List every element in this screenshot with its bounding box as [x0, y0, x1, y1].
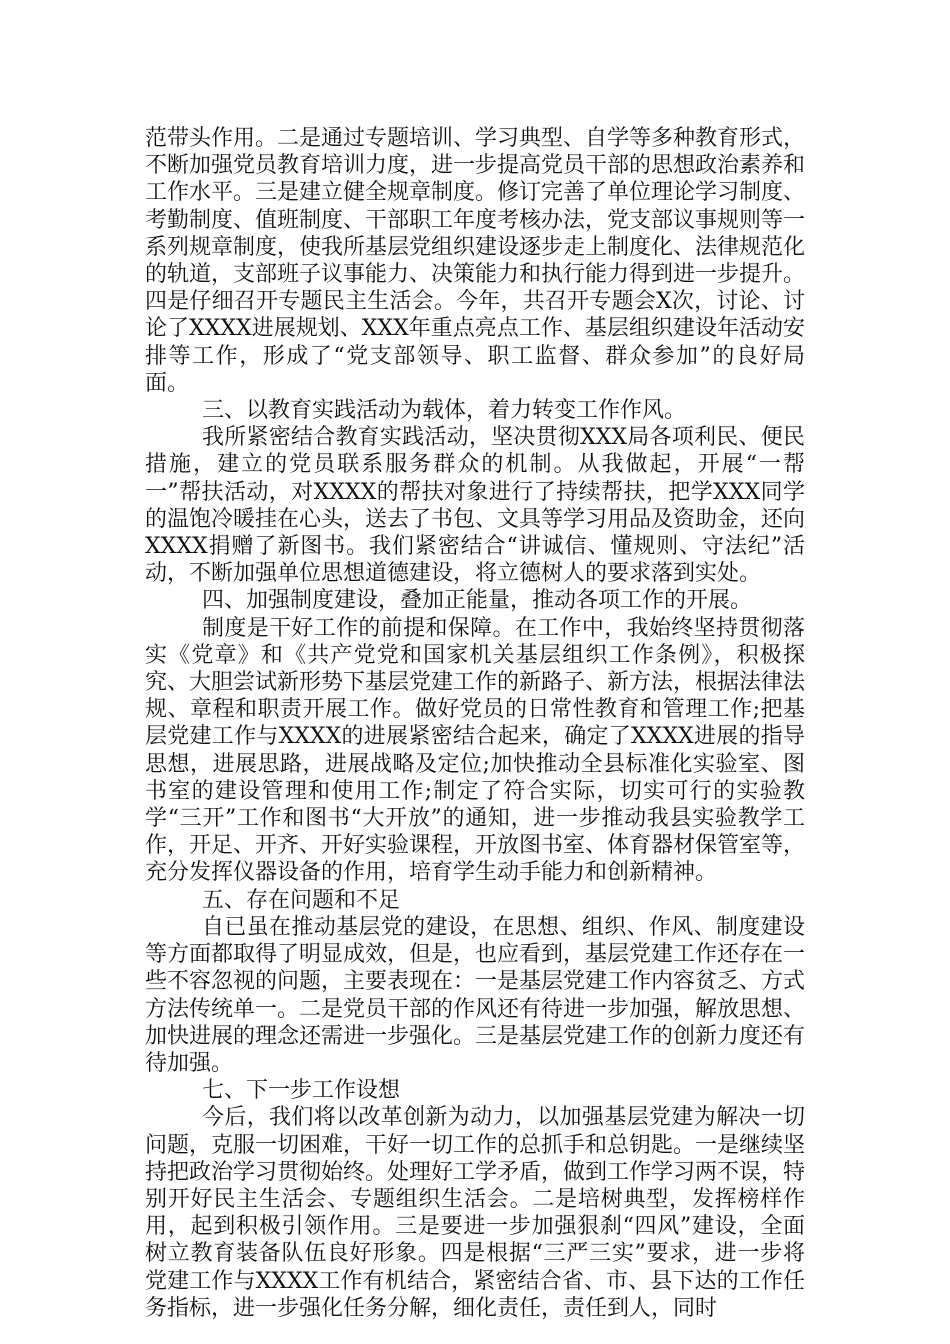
heading-section-three: 三、以教育实践活动为载体，着力转变工作作风。 [202, 398, 687, 424]
paragraph-system-building: 制度是干好工作的前提和保障。在工作中，我始终坚持贯彻落实《党章》和《共产党党和国家机关基层组织工作条例》，积极探究、大胆尝试新形势下基层党建工作的新路子、新方法，根据法律法规、章程和职责开展工作。做好党员的日常性教育和管理工作;把基层党建工作与XXXX的进展紧密结合起来，确定了XXXX进展的指导思想，进展思路，进展战略及定位;加快推动全县标准化实验室、图书室的建设管理和使用工作;制定了符合实际，切实可行的实验教学“三开”工作和图书“大开放”的通知，进一步推动我县实验教学工作，开足、开齐、开好实验课程，开放图书室、体育器材保管室等，充分发挥仪器设备的作用，培育学生动手能力和创新精神。 [145, 615, 806, 886]
heading-section-four: 四、加强制度建设，叠加正能量，推动各项工作的开展。 [202, 588, 753, 614]
heading-section-five: 五、存在问题和不足 [202, 887, 401, 913]
paragraph-party-building-continued: 范带头作用。二是通过专题培训、学习典型、自学等多种教育形式，不断加强党员教育培训力度，进一步提高党员干部的思想政治素养和工作水平。三是建立健全规章制度。修订完善了单位理论学习制度、考勤制度、值班制度、干部职工年度考核办法，党支部议事规则等一系列规章制度，使我所基层党组织建设逐步走上制度化、法律规范化的轨道，支部班子议事能力、决策能力和执行能力得到进一步提升。四是仔细召开专题民主生活会。今年，共召开专题会X次，讨论、讨论了XXXX进展规划、XXX年重点亮点工作、基层组织建设年活动安排等工作，形成了“党支部领导、职工监督、群众参加”的良好局面。 [145, 126, 806, 396]
paragraph-problems: 自已虽在推动基层党的建设，在思想、组织、作风、制度建设等方面都取得了明显成效，但是，也应看到，基层党建工作还存在一些不容忽视的问题，主要表现在：一是基层党建工作内容贫乏、方式方法传统单一。二是党员干部的作风还有待进一步加强，解放思想、加快进展的理念还需进一步强化。三是基层党建工作的创新力度还有待加强。 [145, 914, 806, 1076]
paragraph-next-steps: 今后，我们将以改革创新为动力，以加强基层党建为解决一切问题，克服一切困难，干好一切工作的总抓手和总钥匙。一是继续坚持把政治学习贯彻始终。处理好工学矛盾，做到工作学习两不误，特别开好民主生活会、专题组织生活会。二是培树典型，发挥榜样作用，起到积极引领作用。三是要进一步加强狠刹“四风”建设，全面树立教育装备队伍良好形象。四是根据“三严三实”要求，进一步将党建工作与XXXX工作有机结合，紧密结合省、市、县下达的工作任务指标，进一步强化任务分解，细化责任，责任到人，同时 [145, 1105, 806, 1321]
document-body [145, 125, 805, 1322]
heading-section-seven: 七、下一步工作设想 [202, 1078, 401, 1104]
paragraph-education-practice: 我所紧密结合教育实践活动，坚决贯彻XXX局各项利民、便民措施，建立的党员联系服务群众的机制。从我做起，开展“一帮一”帮扶活动，对XXXX的帮扶对象进行了持续帮扶，把学XXX同学的温饱冷暖挂在心头，送去了书包、文具等学习用品及资助金，还向XXXX捐赠了新图书。我们紧密结合“讲诚信、懂规则、守法纪”活动，不断加强单位思想道德建设，将立德树人的要求落到实处。 [145, 425, 806, 587]
